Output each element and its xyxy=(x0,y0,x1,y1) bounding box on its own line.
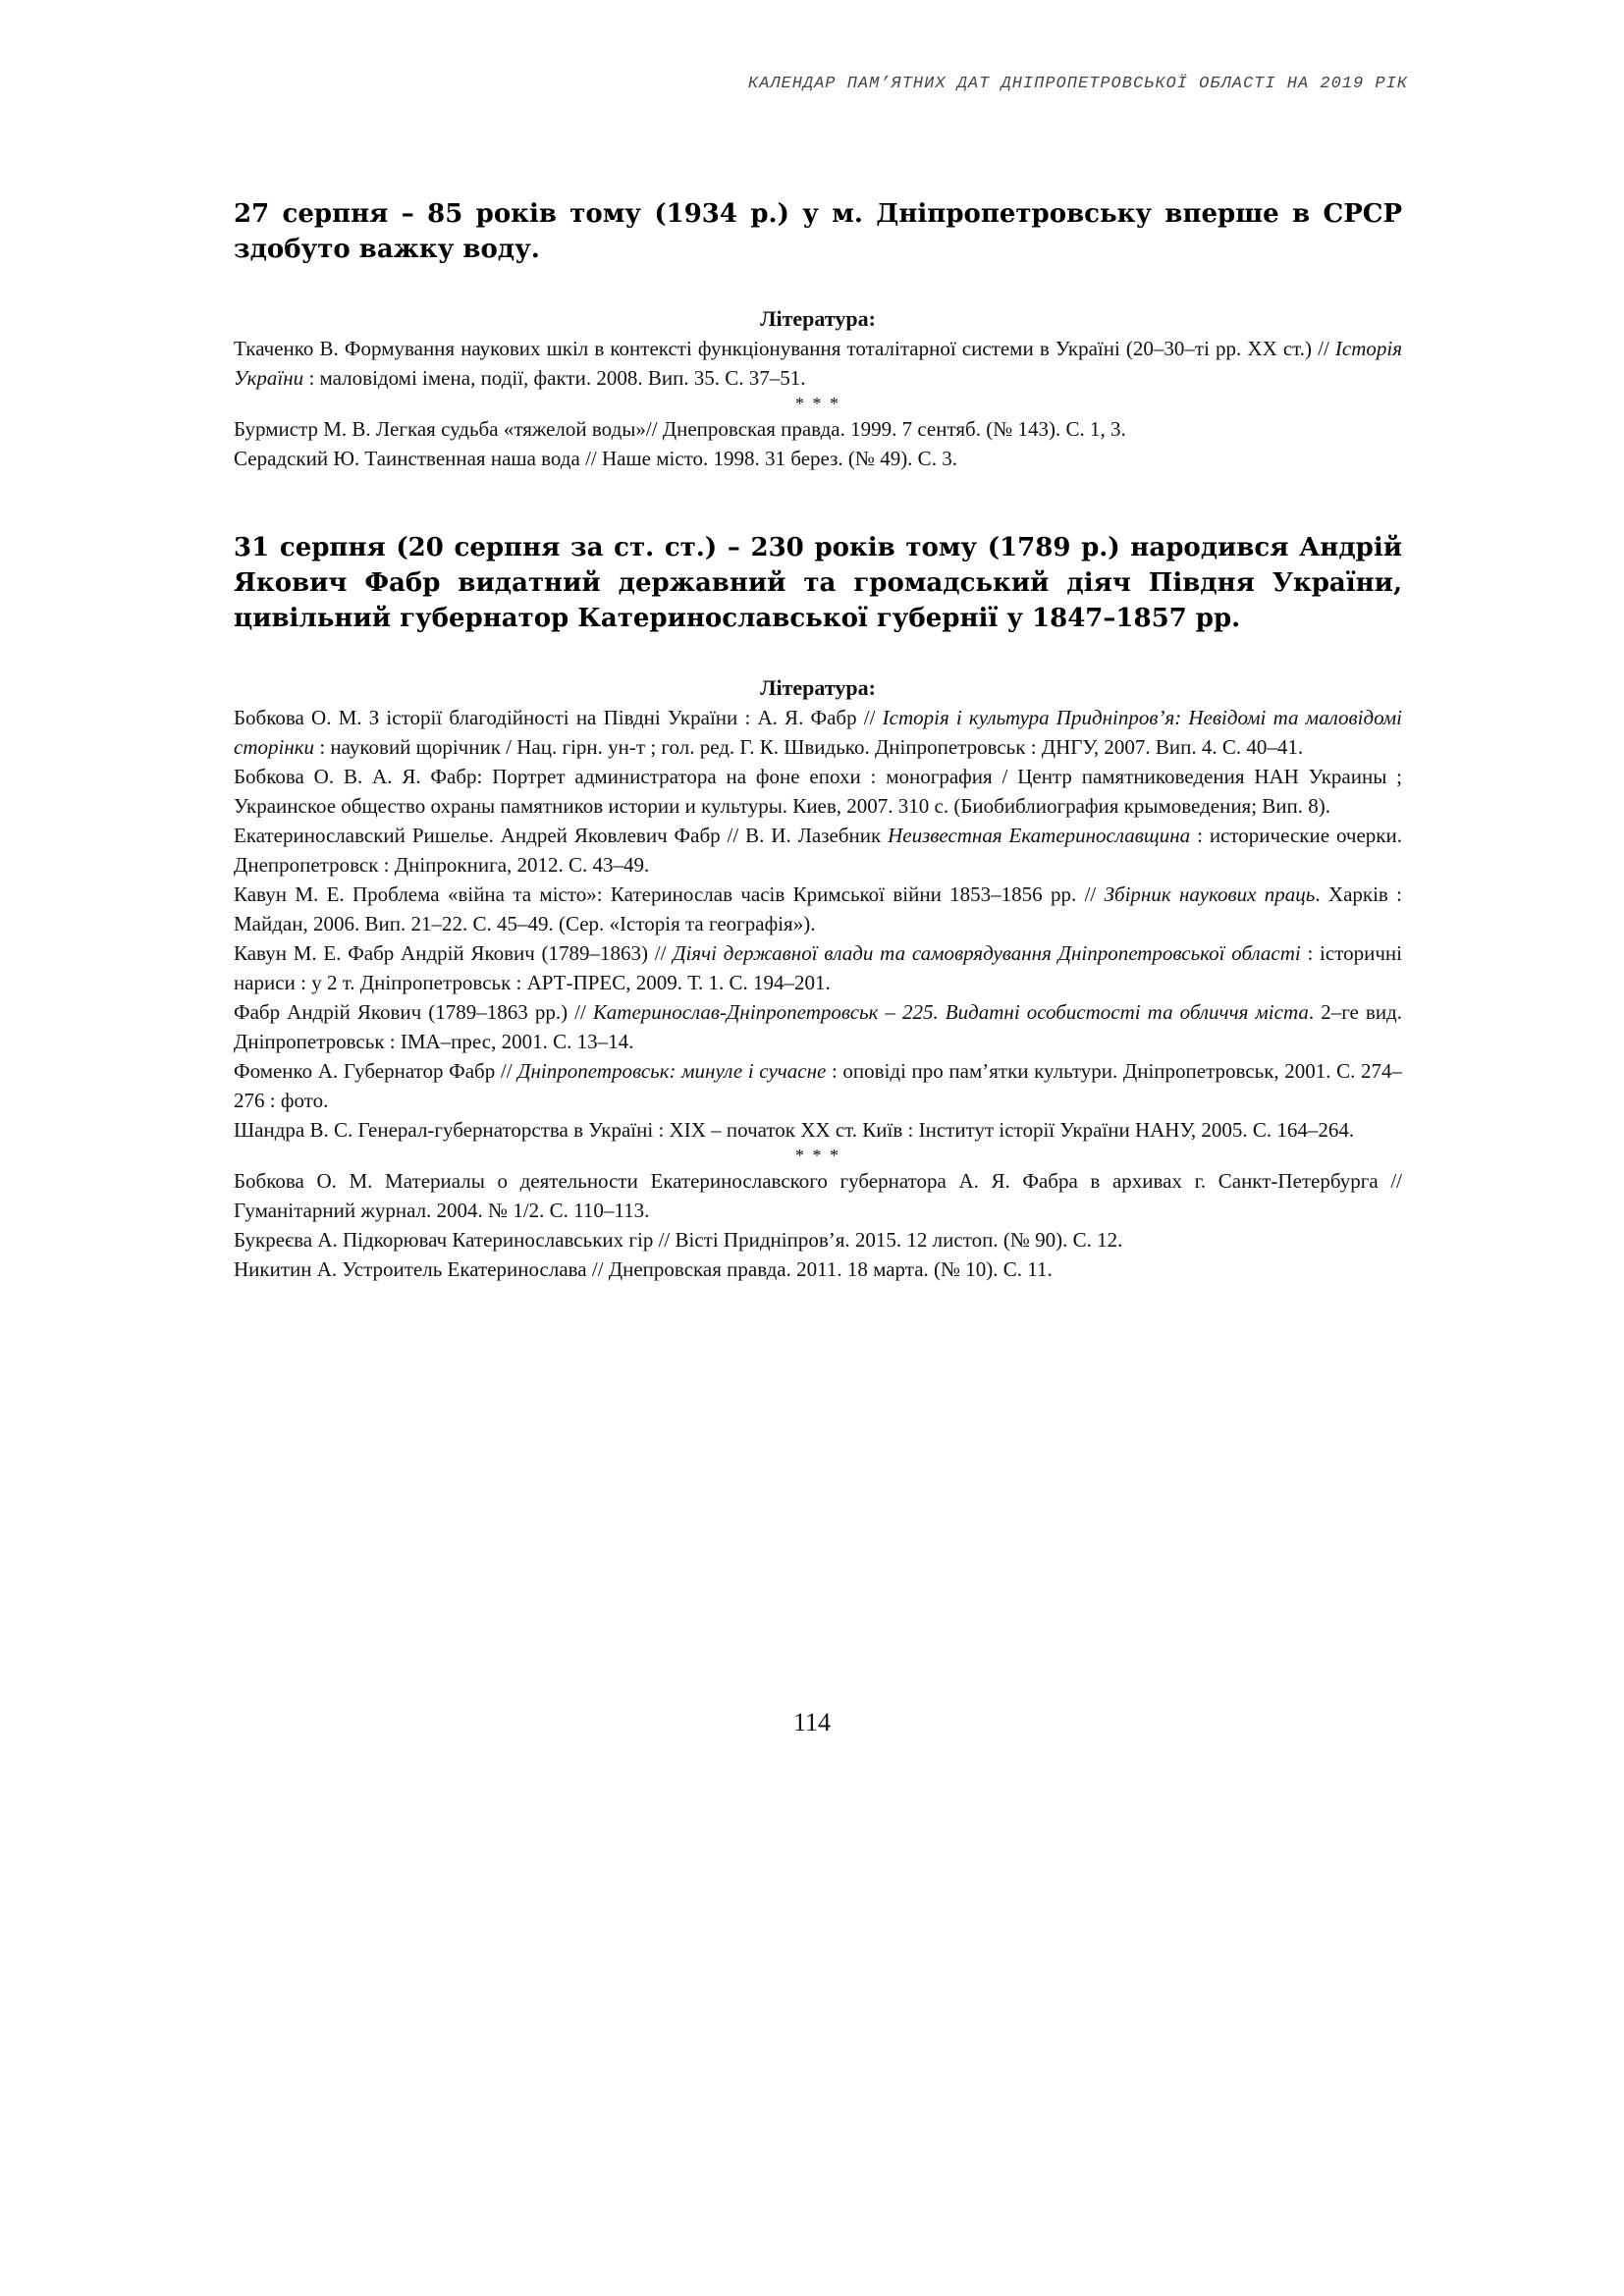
entry-text: Кавун М. Е. Фабр Андрій Якович (1789–1863) // xyxy=(234,941,674,965)
bibliography-entry xyxy=(234,997,1402,1056)
entry-title-italic: Збірник наукових праць xyxy=(1104,882,1316,906)
entry-text: : исторические очерки. Днепропетровск : Дніпрокнига, 2012. С. 43–49. xyxy=(234,824,1402,877)
event-1-lit-group-1 xyxy=(234,334,1402,393)
page-number: 114 xyxy=(792,1708,832,1736)
event-1-title: 27 серпня – 85 років тому (1934 р.) у м. Дніпропетровську вперше в СРСР здобуто важку воду. xyxy=(234,199,1402,264)
event-2-literature-heading: Література: xyxy=(760,675,876,700)
entry-title-italic: Діячі державної влади та самоврядування Дніпропетровської області xyxy=(673,941,1301,965)
entry-text: Кавун М. Е. Проблема «війна та місто»: Катеринослав часів Кримської війни 1853–1856 рр. // xyxy=(234,882,1105,906)
entry-text: Екатеринославский Ришелье. Андрей Яковлевич Фабр // В. И. Лазебник xyxy=(234,824,889,847)
bibliography-entry xyxy=(234,703,1402,762)
entry-text: Фабр Андрій Якович (1789–1863 рр.) // xyxy=(234,1000,593,1024)
event-1-lit-group-2 xyxy=(234,414,1402,473)
entry-title-italic: Неизвестная Екатеринославщина xyxy=(888,824,1191,847)
entry-text: Фоменко А. Губернатор Фабр // xyxy=(234,1059,518,1083)
bibliography-entry xyxy=(234,1166,1402,1225)
entry-text: Бобкова О. В. А. Я. Фабр: Портрет администратора на фоне епохи : монография / Центр памятниковедения НАН Украины ; Украинское общество охраны памятников истории и культуры. Киев, 2007. 310 с. (Биобиблиография крымоведения; Вип. 8). xyxy=(234,765,1402,818)
entry-title-italic: Історія і культура Придніпров’я: Невідомі та маловідомі сторінки xyxy=(234,706,1403,759)
entry-title-italic: Історія України xyxy=(234,337,1402,390)
bibliography-entry xyxy=(234,334,1402,393)
entry-text: Шандра В. С. Генерал-губернаторства в Україні : XIX – початок XX ст. Київ : Інститут історії України НАНУ, 2005. С. 164–264. xyxy=(234,1118,1355,1142)
bibliography-entry xyxy=(234,1056,1402,1115)
entry-text: Никитин А. Устроитель Екатеринослава // Днепровская правда. 2011. 18 марта. (№ 10). С. 11. xyxy=(234,1257,1053,1281)
bibliography-entry xyxy=(234,821,1402,880)
bibliography-entry xyxy=(234,444,1402,473)
entry-title-italic: Катеринослав-Дніпропетровськ – 225. Видатні особистості та обличчя міста xyxy=(592,1000,1309,1024)
entry-text: Бобкова О. М. З історії благодійності на Півдні України : А. Я. Фабр // xyxy=(234,706,883,729)
event-1-separator: * * * xyxy=(795,394,840,413)
entry-text: : історичні нариси : у 2 т. Дніпропетровськ : АРТ-ПРЕС, 2009. Т. 1. С. 194–201. xyxy=(234,941,1402,994)
entry-text: Букреєва А. Підкорювач Катеринославських гір // Вісті Придніпров’я. 2015. 12 листоп. (№ 90). С. 12. xyxy=(234,1228,1123,1252)
bibliography-entry xyxy=(234,414,1402,444)
page-content xyxy=(234,196,1402,1284)
entry-text: . 2–ге вид. Дніпропетровськ : ІМА–прес, 2001. С. 13–14. xyxy=(234,1000,1402,1053)
event-2-title: 31 серпня (20 серпня за ст. ст.) – 230 років тому (1789 р.) народився Андрій Якович Фабр видатний державний та громадський діяч Півдня України, цивільний губернатор Катеринославської губернії у 1847–1857 рр. xyxy=(234,533,1402,633)
entry-text: Бурмистр М. В. Легкая судьба «тяжелой воды»// Днепровская правда. 1999. 7 сентяб. (№ 143). С. 1, 3. xyxy=(234,417,1126,441)
bibliography-entry xyxy=(234,1255,1402,1284)
entry-text: : маловідомі імена, події, факти. 2008. Вип. 35. С. 37–51. xyxy=(303,366,806,390)
entry-text: Бобкова О. М. Материалы о деятельности Екатеринославского губернатора А. Я. Фабра в архивах г. Санкт-Петербурга // Гуманітарний журнал. 2004. № 1/2. С. 110–113. xyxy=(234,1169,1402,1222)
running-header: КАЛЕНДАР ПАМ’ЯТНИХ ДАТ ДНІПРОПЕТРОВСЬКОЇ ОБЛАСТІ НА 2019 РІК xyxy=(747,75,1408,93)
entry-title-italic: Дніпропетровськ: минуле і сучасне xyxy=(517,1059,827,1083)
event-1-literature-heading: Література: xyxy=(760,306,876,331)
event-2 xyxy=(234,530,1402,1284)
bibliography-entry xyxy=(234,1225,1402,1255)
entry-text: Ткаченко В. Формування наукових шкіл в контексті функціонування тоталітарної системи в Україні (20–30–ті рр. ХХ ст.) // xyxy=(234,337,1335,360)
bibliography-entry xyxy=(234,762,1402,821)
entry-text: Серадский Ю. Таинственная наша вода // Наше місто. 1998. 31 берез. (№ 49). С. 3. xyxy=(234,447,957,470)
event-2-lit-group-1 xyxy=(234,703,1402,1145)
entry-text: : науковий щорічник / Нац. гірн. ун-т ; гол. ред. Г. К. Швидько. Дніпропетровськ : ДНГУ, 2007. Вип. 4. С. 40–41. xyxy=(314,735,1304,759)
bibliography-entry xyxy=(234,1115,1402,1145)
event-2-separator: * * * xyxy=(795,1146,840,1165)
bibliography-entry xyxy=(234,938,1402,997)
event-1 xyxy=(234,196,1402,473)
entry-text: . Харків : Майдан, 2006. Вип. 21–22. С. 45–49. (Сер. «Історія та географія»). xyxy=(234,882,1403,935)
bibliography-entry xyxy=(234,880,1402,938)
entry-text: : оповіді про пам’ятки культури. Дніпропетровськ, 2001. С. 274–276 : фото. xyxy=(234,1059,1403,1112)
event-2-lit-group-2 xyxy=(234,1166,1402,1284)
